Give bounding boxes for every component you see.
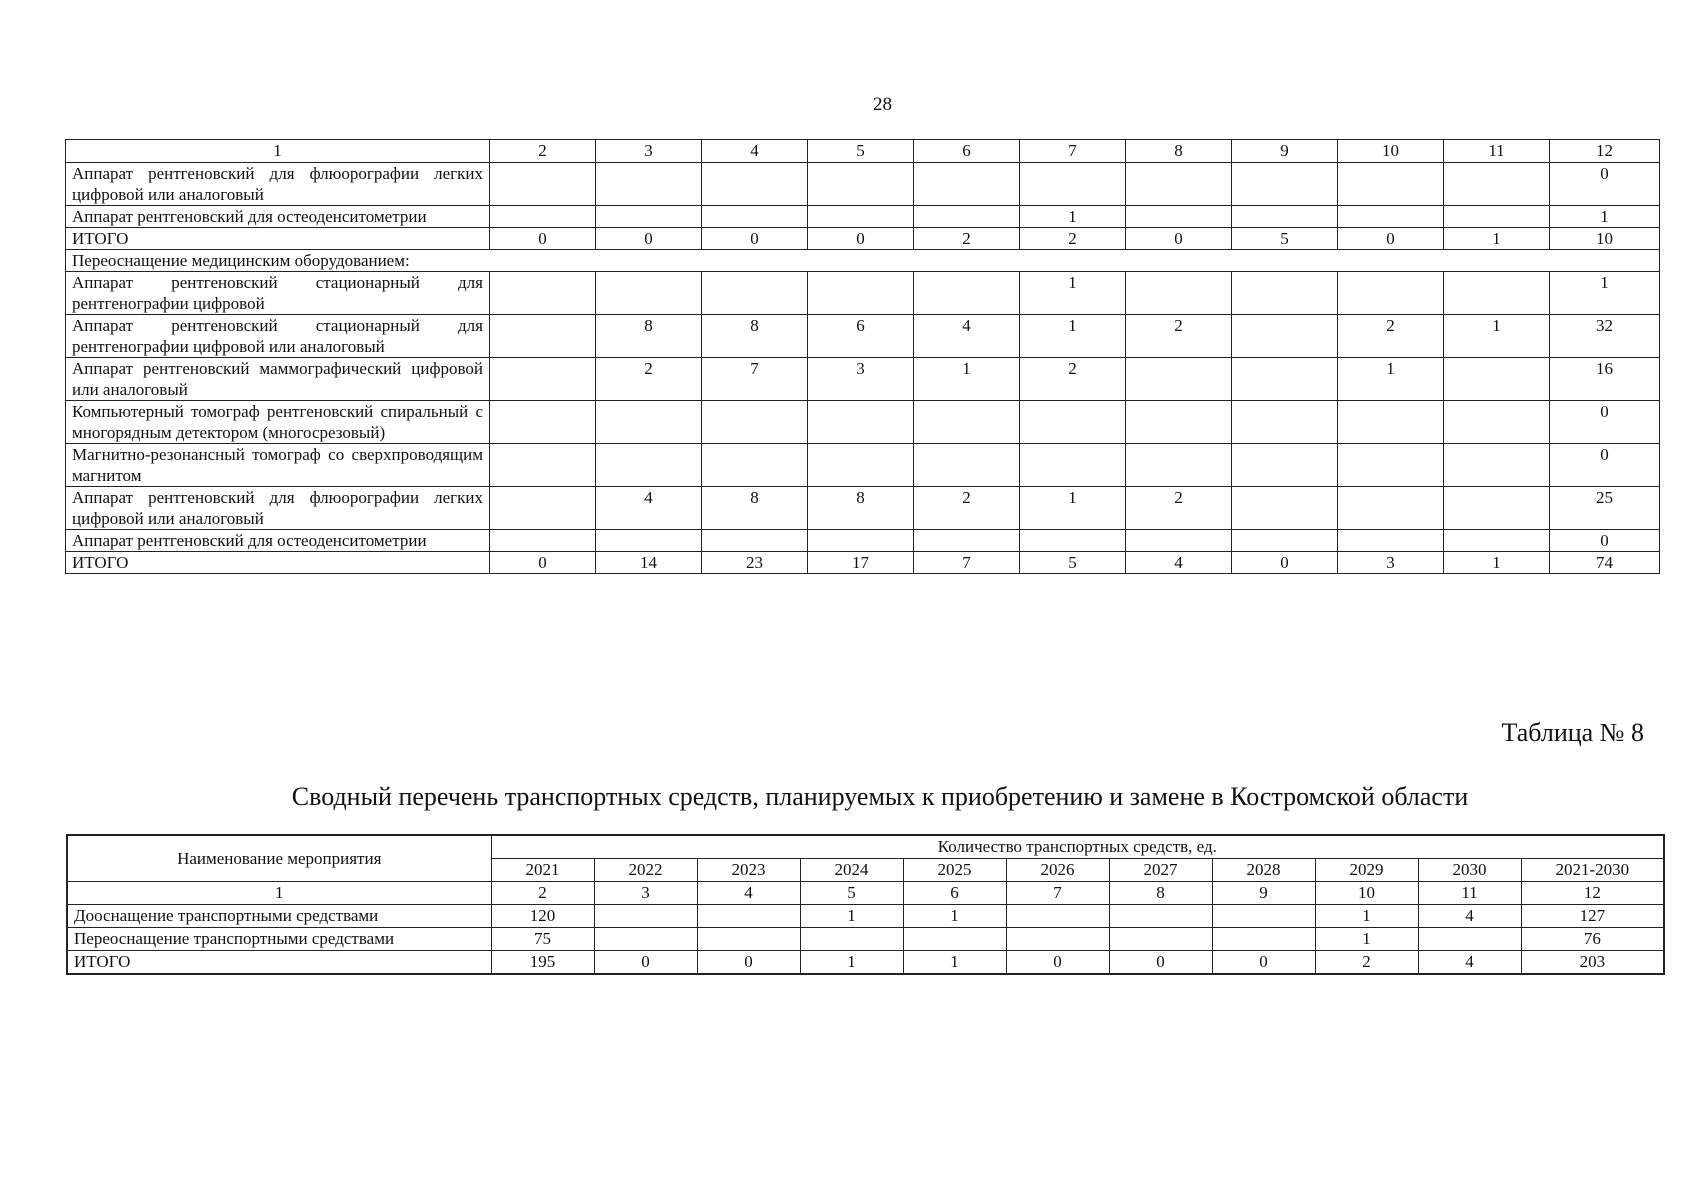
item-value (1444, 358, 1550, 401)
item-value (914, 401, 1020, 444)
item-value (800, 928, 903, 951)
item-value: 10 (1550, 228, 1660, 250)
item-value (1109, 928, 1212, 951)
column-number: 6 (903, 882, 1006, 905)
item-value: 0 (490, 552, 596, 574)
item-value (1444, 206, 1550, 228)
item-value: 32 (1550, 315, 1660, 358)
table-row (66, 206, 1660, 228)
item-value: 23 (702, 552, 808, 574)
item-value (702, 272, 808, 315)
item-value (1232, 206, 1338, 228)
item-value: 127 (1521, 905, 1664, 928)
item-value (1338, 401, 1444, 444)
table-header-row (66, 140, 1660, 163)
item-value (1126, 444, 1232, 487)
item-value (594, 905, 697, 928)
item-value (1232, 358, 1338, 401)
column-number: 3 (596, 140, 702, 163)
table-row (66, 228, 1660, 250)
table-row (66, 401, 1660, 444)
item-value: 1 (1444, 552, 1550, 574)
item-value: 5 (1232, 228, 1338, 250)
item-value: 1 (1315, 928, 1418, 951)
item-value: 1 (1550, 206, 1660, 228)
column-number: 8 (1126, 140, 1232, 163)
item-value (702, 444, 808, 487)
item-value (914, 444, 1020, 487)
item-value: 2 (596, 358, 702, 401)
item-value (1212, 905, 1315, 928)
item-value: 8 (702, 315, 808, 358)
page-number: 28 (873, 94, 892, 115)
item-value (702, 401, 808, 444)
item-value: 3 (808, 358, 914, 401)
item-value (596, 530, 702, 552)
item-value (490, 444, 596, 487)
item-value: 16 (1550, 358, 1660, 401)
year-header: 2024 (800, 859, 903, 882)
item-value (490, 315, 596, 358)
column-number: 5 (808, 140, 914, 163)
item-value (1020, 163, 1126, 206)
item-value: 2 (1126, 487, 1232, 530)
item-value: 1 (1338, 358, 1444, 401)
column-number: 9 (1212, 882, 1315, 905)
table-row (66, 444, 1660, 487)
item-value: 2 (1020, 228, 1126, 250)
item-value (1232, 487, 1338, 530)
group-column-header: Количество транспортных средств, ед. (491, 835, 1664, 859)
item-value: 4 (596, 487, 702, 530)
item-name: Переоснащение транспортными средствами (67, 928, 491, 951)
item-name: Магнитно-резонансный томограф со сверхпроводящим магнитом (66, 444, 490, 487)
item-value: 0 (1232, 552, 1338, 574)
item-value: 14 (596, 552, 702, 574)
item-value: 8 (702, 487, 808, 530)
item-value (1020, 444, 1126, 487)
item-value: 17 (808, 552, 914, 574)
column-number: 7 (1006, 882, 1109, 905)
item-name: ИТОГО (66, 228, 490, 250)
item-value (914, 530, 1020, 552)
item-value (1126, 401, 1232, 444)
column-number: 10 (1338, 140, 1444, 163)
item-value: 0 (1338, 228, 1444, 250)
table-label: Таблица № 8 (1501, 718, 1644, 747)
item-value: 1 (903, 951, 1006, 975)
item-value (1232, 315, 1338, 358)
table-row (66, 163, 1660, 206)
item-value (808, 530, 914, 552)
item-value: 2 (1126, 315, 1232, 358)
item-value: 1 (903, 905, 1006, 928)
column-number: 6 (914, 140, 1020, 163)
item-value (1232, 530, 1338, 552)
item-value (1126, 163, 1232, 206)
item-value: 0 (1212, 951, 1315, 975)
item-value: 7 (914, 552, 1020, 574)
item-name: Компьютерный томограф рентгеновский спиральный с многорядным детектором (многосрезовый) (66, 401, 490, 444)
item-value: 25 (1550, 487, 1660, 530)
column-number: 11 (1444, 140, 1550, 163)
item-value: 1 (1550, 272, 1660, 315)
item-value (1444, 163, 1550, 206)
year-header: 2021-2030 (1521, 859, 1664, 882)
year-header: 2021 (491, 859, 594, 882)
item-value: 0 (1550, 530, 1660, 552)
transport-table (66, 834, 1665, 975)
column-number: 8 (1109, 882, 1212, 905)
item-value (1444, 530, 1550, 552)
item-value (1232, 401, 1338, 444)
table-row (66, 272, 1660, 315)
column-number: 4 (697, 882, 800, 905)
item-value (1126, 530, 1232, 552)
item-name: ИТОГО (66, 552, 490, 574)
item-value (1232, 163, 1338, 206)
item-value: 1 (800, 905, 903, 928)
item-value (1338, 163, 1444, 206)
table-row (67, 928, 1664, 951)
item-value (1444, 487, 1550, 530)
item-value (1338, 487, 1444, 530)
item-value: 1 (1020, 487, 1126, 530)
item-value (1126, 272, 1232, 315)
item-name: Аппарат рентгеновский для остеоденситометрии (66, 206, 490, 228)
item-value: 1 (800, 951, 903, 975)
item-value: 2 (1315, 951, 1418, 975)
table-row (67, 905, 1664, 928)
item-value (596, 163, 702, 206)
item-value (1109, 905, 1212, 928)
item-value: 0 (1550, 163, 1660, 206)
item-value: 0 (1006, 951, 1109, 975)
column-number: 5 (800, 882, 903, 905)
item-value (490, 401, 596, 444)
year-header: 2028 (1212, 859, 1315, 882)
item-value: 4 (1126, 552, 1232, 574)
item-value: 0 (594, 951, 697, 975)
item-value: 1 (1444, 315, 1550, 358)
column-number: 11 (1418, 882, 1521, 905)
item-value: 195 (491, 951, 594, 975)
item-value (1338, 206, 1444, 228)
column-number: 2 (490, 140, 596, 163)
item-value (702, 530, 808, 552)
item-value: 75 (491, 928, 594, 951)
item-value: 1 (1444, 228, 1550, 250)
item-value: 3 (1338, 552, 1444, 574)
item-value: 1 (1020, 272, 1126, 315)
item-value (702, 163, 808, 206)
table-row (66, 358, 1660, 401)
item-value (808, 272, 914, 315)
item-value: 120 (491, 905, 594, 928)
item-value (596, 272, 702, 315)
item-value: 1 (1315, 905, 1418, 928)
year-header: 2030 (1418, 859, 1521, 882)
table-row (66, 530, 1660, 552)
item-value (1232, 444, 1338, 487)
item-value: 2 (914, 487, 1020, 530)
section-title: Переоснащение медицинским оборудованием: (66, 250, 1660, 272)
equipment-table (65, 139, 1660, 574)
column-number: 1 (66, 140, 490, 163)
item-value (490, 530, 596, 552)
item-value (1444, 444, 1550, 487)
item-value (596, 444, 702, 487)
table-row (66, 552, 1660, 574)
item-value (596, 401, 702, 444)
item-name: Аппарат рентгеновский стационарный для рентгенографии цифровой или аналоговый (66, 315, 490, 358)
item-value (1338, 444, 1444, 487)
item-value (1444, 272, 1550, 315)
column-number: 12 (1521, 882, 1664, 905)
item-value: 8 (808, 487, 914, 530)
column-number: 10 (1315, 882, 1418, 905)
item-value: 1 (1020, 315, 1126, 358)
column-number: 9 (1232, 140, 1338, 163)
item-value (808, 163, 914, 206)
item-value (596, 206, 702, 228)
name-column-header: Наименование мероприятия (67, 835, 491, 882)
table-row (66, 315, 1660, 358)
column-number: 12 (1550, 140, 1660, 163)
item-name: Аппарат рентгеновский маммографический цифровой или аналоговый (66, 358, 490, 401)
section-row (66, 250, 1660, 272)
item-value: 0 (490, 228, 596, 250)
year-header: 2026 (1006, 859, 1109, 882)
item-value (490, 206, 596, 228)
item-value (697, 905, 800, 928)
column-number-row (67, 882, 1664, 905)
year-header: 2022 (594, 859, 697, 882)
item-value: 76 (1521, 928, 1664, 951)
item-value (1212, 928, 1315, 951)
item-value: 0 (596, 228, 702, 250)
item-value (490, 358, 596, 401)
column-number: 1 (67, 882, 491, 905)
item-value: 1 (914, 358, 1020, 401)
item-value (1444, 401, 1550, 444)
table-row (66, 487, 1660, 530)
item-value (1020, 401, 1126, 444)
item-name: Аппарат рентгеновский для флюорографии легких цифровой или аналоговый (66, 487, 490, 530)
item-value: 7 (702, 358, 808, 401)
year-header: 2025 (903, 859, 1006, 882)
item-value (914, 163, 1020, 206)
item-value (808, 401, 914, 444)
item-value (490, 272, 596, 315)
item-value: 2 (914, 228, 1020, 250)
item-value: 4 (914, 315, 1020, 358)
item-name: Дооснащение транспортными средствами (67, 905, 491, 928)
item-value: 2 (1020, 358, 1126, 401)
table-title: Сводный перечень транспортных средств, планируемых к приобретению и замене в Костромской области (291, 782, 1469, 811)
item-value (1418, 928, 1521, 951)
item-value (1232, 272, 1338, 315)
item-value (702, 206, 808, 228)
item-name: ИТОГО (67, 951, 491, 975)
item-value (914, 206, 1020, 228)
year-header: 2027 (1109, 859, 1212, 882)
column-number: 7 (1020, 140, 1126, 163)
item-value (697, 928, 800, 951)
item-value (1006, 905, 1109, 928)
item-value: 4 (1418, 951, 1521, 975)
item-value (1126, 206, 1232, 228)
item-value (1006, 928, 1109, 951)
item-value (903, 928, 1006, 951)
item-value (1338, 272, 1444, 315)
item-value: 0 (1109, 951, 1212, 975)
item-value: 0 (808, 228, 914, 250)
item-value: 4 (1418, 905, 1521, 928)
item-name: Аппарат рентгеновский для флюорографии легких цифровой или аналоговый (66, 163, 490, 206)
item-value (1126, 358, 1232, 401)
item-value: 74 (1550, 552, 1660, 574)
item-value (914, 272, 1020, 315)
item-value: 0 (1550, 444, 1660, 487)
column-number: 3 (594, 882, 697, 905)
item-value (594, 928, 697, 951)
year-header: 2029 (1315, 859, 1418, 882)
table-row (67, 951, 1664, 975)
item-value (1338, 530, 1444, 552)
column-number: 2 (491, 882, 594, 905)
item-value: 0 (1126, 228, 1232, 250)
item-value: 6 (808, 315, 914, 358)
item-value (808, 206, 914, 228)
item-value: 203 (1521, 951, 1664, 975)
item-value: 8 (596, 315, 702, 358)
item-name: Аппарат рентгеновский для остеоденситометрии (66, 530, 490, 552)
item-value: 5 (1020, 552, 1126, 574)
item-name: Аппарат рентгеновский стационарный для рентгенографии цифровой (66, 272, 490, 315)
item-value (1020, 530, 1126, 552)
item-value: 2 (1338, 315, 1444, 358)
year-header: 2023 (697, 859, 800, 882)
item-value (808, 444, 914, 487)
column-number: 4 (702, 140, 808, 163)
item-value: 0 (702, 228, 808, 250)
item-value: 1 (1020, 206, 1126, 228)
item-value (490, 163, 596, 206)
item-value: 0 (1550, 401, 1660, 444)
item-value: 0 (697, 951, 800, 975)
item-value (490, 487, 596, 530)
